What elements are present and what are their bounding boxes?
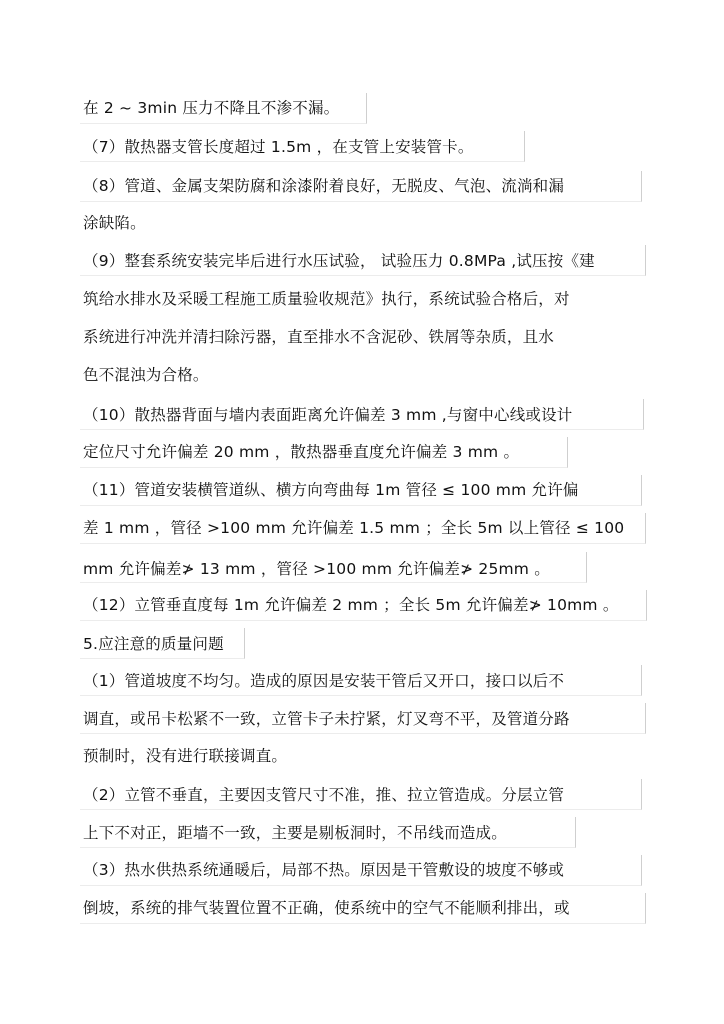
text-line: 差 1 mm ，管径 >100 mm 允许偏差 1.5 mm ；全长 5m 以上管径 ≤ 100 [83, 519, 625, 537]
text-line: 预制时，没有进行联接调直。 [83, 747, 288, 765]
text-line: （7）散热器支管长度超过 1.5m ，在支管上安装管卡。 [83, 138, 474, 156]
text-line: 系统进行冲洗并清扫除污器，直至排水不含泥砂、铁屑等杂质，且水 [83, 328, 555, 346]
text-line: 上下不对正，距墙不一致，主要是剔板洞时，不吊线而造成。 [83, 824, 507, 842]
text-line: （11）管道安装横管道纵、横方向弯曲每 1m 管径 ≤ 100 mm 允许偏 [83, 481, 579, 499]
text-line: （9）整套系统安装完毕后进行水压试验， 试验压力 0.8MPa ,试压按《建 [83, 252, 595, 270]
text-line: 倒坡，系统的排气装置位置不正确，使系统中的空气不能顺利排出，或 [83, 899, 570, 917]
text-line: （10）散热器背面与墙内表面距离允许偏差 3 mm ,与窗中心线或设计 [83, 406, 573, 424]
text-line: （3）热水供热系统通暖后，局部不热。原因是干管敷设的坡度不够或 [83, 861, 565, 879]
text-line: 在 2 ~ 3min 压力不降且不渗不漏。 [83, 99, 340, 117]
text-line: （12）立管垂直度每 1m 允许偏差 2 mm ；全长 5m 允许偏差≯ 10mm 。 [83, 596, 619, 614]
section-heading: 5.应注意的质量问题 [83, 635, 224, 653]
text-line: mm 允许偏差≯ 13 mm ，管径 >100 mm 允许偏差≯ 25mm 。 [83, 560, 550, 578]
text-line: （8）管道、金属支架防腐和涂漆附着良好，无脱皮、气泡、流淌和漏 [83, 177, 565, 195]
text-line: （2）立管不垂直，主要因支管尺寸不准，推、拉立管造成。分层立管 [83, 786, 565, 804]
text-line: 涂缺陷。 [83, 214, 146, 232]
text-line: （1）管道坡度不均匀。造成的原因是安装干管后又开口，接口以后不 [83, 672, 565, 690]
text-line: 定位尺寸允许偏差 20 mm ，散热器垂直度允许偏差 3 mm 。 [83, 443, 520, 461]
text-line: 色不混浊为合格。 [83, 366, 209, 384]
text-line: 调直，或吊卡松紧不一致，立管卡子未拧紧，灯叉弯不平，及管道分路 [83, 710, 570, 728]
text-line: 筑给水排水及采暖工程施工质量验收规范》执行，系统试验合格后，对 [83, 290, 570, 308]
